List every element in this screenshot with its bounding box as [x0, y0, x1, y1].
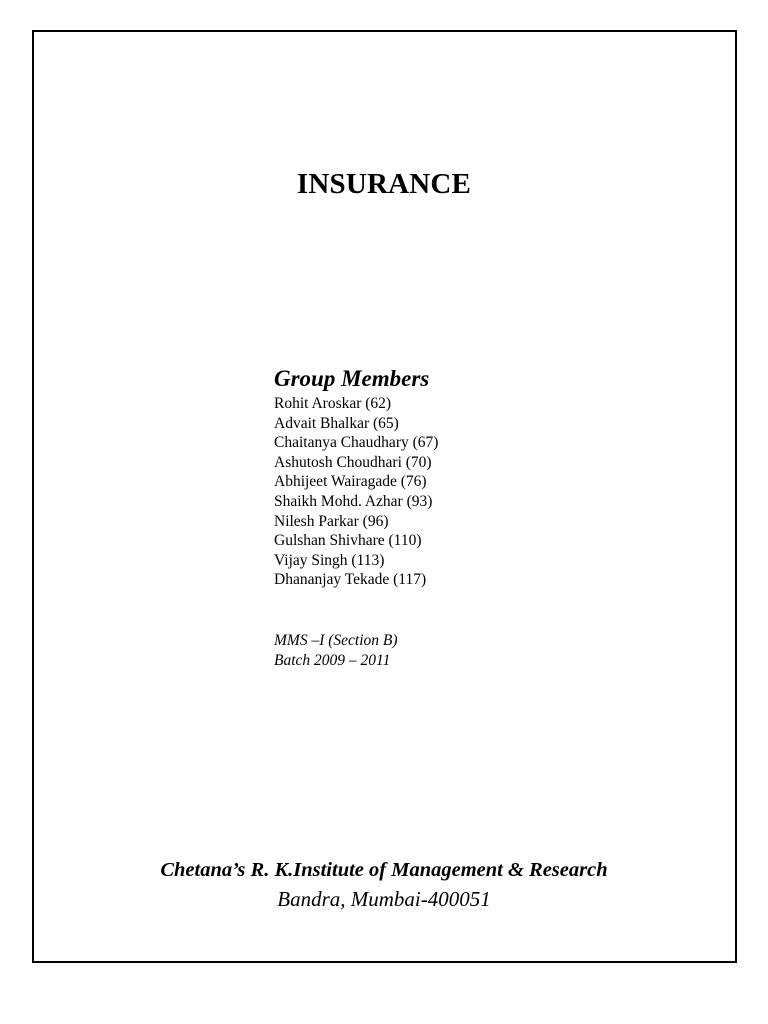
- institute-footer: [0, 855, 768, 913]
- member-list: [274, 394, 438, 590]
- institute-name: Chetana’s R. K.Institute of Management & Research: [160, 859, 608, 881]
- member-item: Gulshan Shivhare (110): [274, 532, 422, 550]
- group-members-section: [274, 364, 438, 590]
- member-item: Dhananjay Tekade (117): [274, 571, 427, 589]
- member-item: Abhijeet Wairagade (76): [274, 473, 427, 491]
- member-item: Shaikh Mohd. Azhar (93): [274, 492, 433, 510]
- member-item: Ashutosh Choudhari (70): [274, 453, 432, 471]
- document-title: INSURANCE: [296, 168, 472, 200]
- batch-years: Batch 2009 – 2011: [274, 652, 391, 669]
- member-item: Chaitanya Chaudhary (67): [274, 434, 439, 452]
- course-info: [274, 631, 398, 671]
- group-members-heading: Group Members: [274, 366, 430, 391]
- member-item: Nilesh Parkar (96): [274, 512, 389, 530]
- course-section: MMS –I (Section B): [274, 632, 398, 649]
- member-item: Vijay Singh (113): [274, 551, 385, 569]
- member-item: Rohit Aroskar (62): [274, 395, 392, 412]
- member-item: Advait Bhalkar (65): [274, 414, 399, 432]
- institute-address: Bandra, Mumbai-400051: [277, 887, 491, 911]
